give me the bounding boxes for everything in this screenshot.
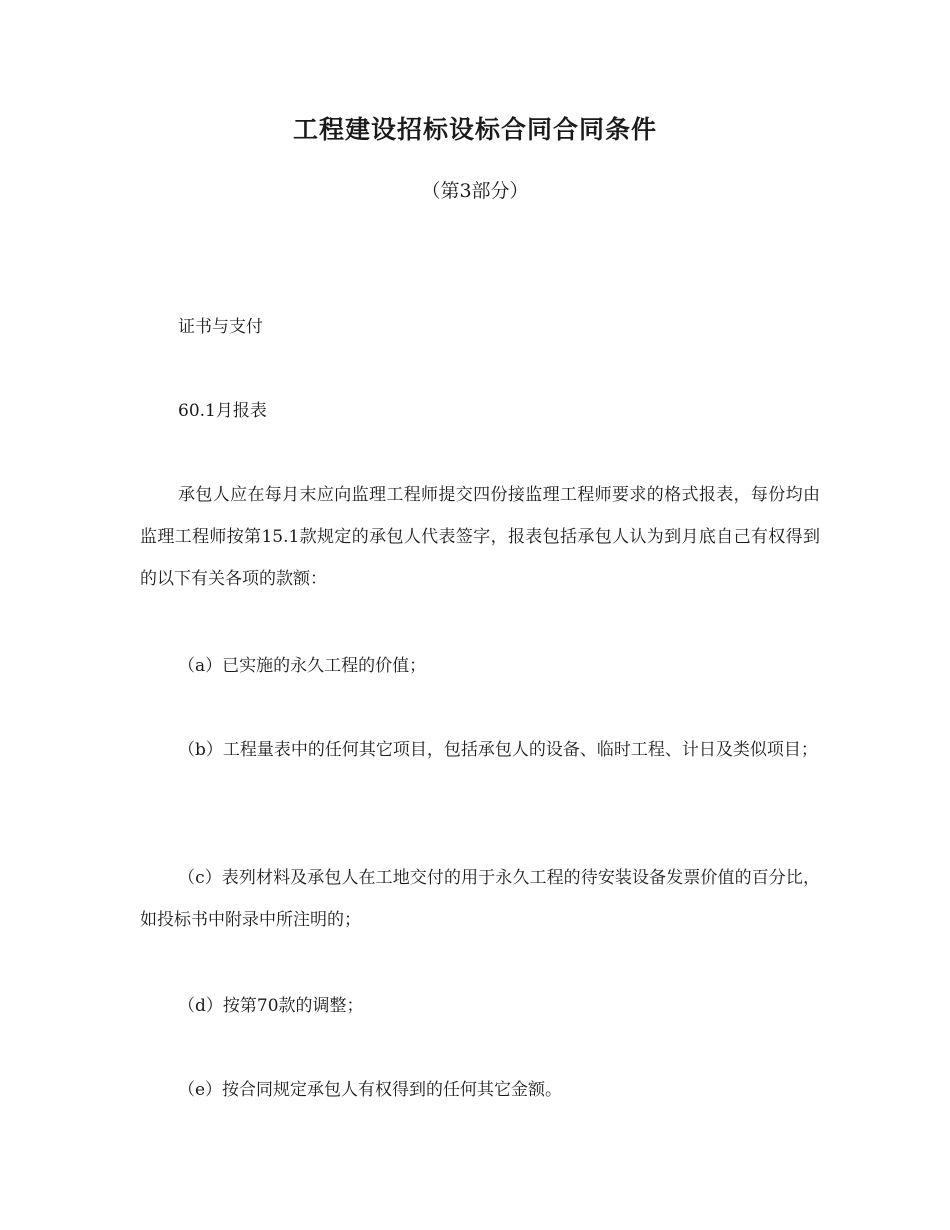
clause-heading: 60.1月报表: [178, 401, 267, 421]
list-item-e: （e）按合同规定承包人有权得到的任何其它金额。: [178, 1080, 563, 1100]
document-subtitle: （第3部分）: [421, 180, 529, 202]
body-paragraph: 承包人应在每月末应向监理工程师提交四份接监理工程师要求的格式报表，每份均由监理工程师按第15.1款规定的承包人代表签字，报表包括承包人认为到月底自己有权得到的以下有关各项的款额：: [140, 485, 820, 589]
document-title: 工程建设招标设标合同合同条件: [292, 115, 657, 144]
list-item-b: （b）工程量表中的任何其它项目，包括承包人的设备、临时工程、计日及类似项目；: [178, 740, 818, 760]
list-item-d: （d）按第70款的调整；: [178, 996, 364, 1016]
list-item-a: （a）已实施的永久工程的价值；: [178, 656, 427, 676]
list-item-c: （c）表列材料及承包人在工地交付的用于永久工程的待安装设备发票价值的百分比，如投标书中附录中所注明的；: [140, 868, 820, 930]
section-heading: 证书与支付: [178, 317, 263, 337]
